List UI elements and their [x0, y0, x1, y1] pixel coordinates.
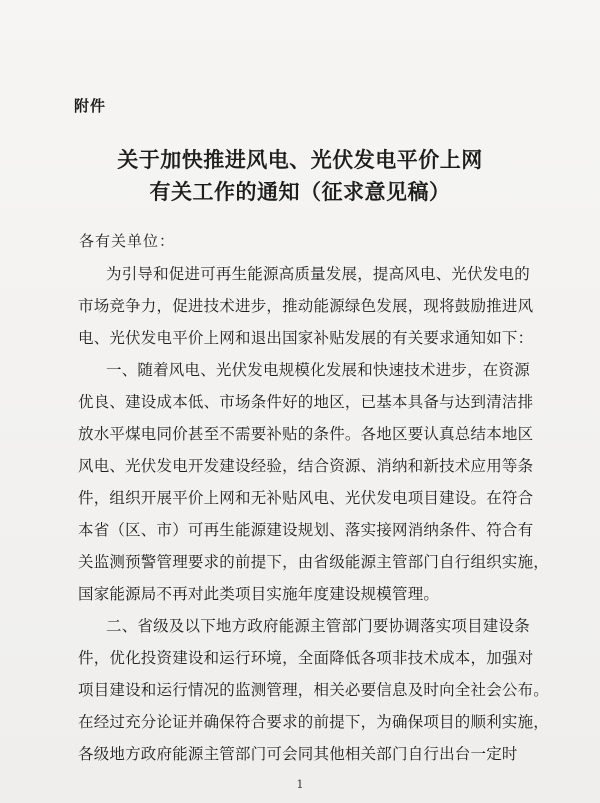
body-line: 关监测预警管理要求的前提下，由省级能源主管部门自行组织实施， — [78, 553, 550, 571]
body-line: 风电、光伏发电开发建设经验，结合资源、消纳和新技术应用等条 — [78, 457, 534, 475]
salutation: 各有关单位： — [79, 232, 176, 250]
body-line: 电、光伏发电平价上网和退出国家补贴发展的有关要求通知如下： — [78, 329, 534, 347]
body-line: 件，优化投资建设和运行环境，全面降低各项非技术成本，加强对 — [78, 649, 534, 667]
attachment-label: 附件 — [74, 97, 107, 115]
body-line: 一、随着风电、光伏发电规模化发展和快速技术进步，在资源 — [106, 361, 530, 379]
body-line: 放水平煤电同价甚至不需要补贴的条件。各地区要认真总结本地区 — [78, 425, 534, 443]
body-line: 在经过充分论证并确保符合要求的前提下，为确保项目的顺利实施， — [78, 713, 550, 731]
body-line: 二、省级及以下地方政府能源主管部门要协调落实项目建设条 — [106, 617, 530, 635]
body-line: 项目建设和运行情况的监测管理，相关必要信息及时向全社会公布。 — [78, 681, 550, 699]
body-line: 市场竞争力，促进技术进步，推动能源绿色发展，现将鼓励推进风 — [78, 297, 534, 315]
body-line: 各级地方政府能源主管部门可会同其他相关部门自行出台一定时 — [78, 745, 518, 763]
body-line: 为引导和促进可再生能源高质量发展，提高风电、光伏发电的 — [106, 265, 530, 283]
document-title-line-1: 关于加快推进风电、光伏发电平价上网 — [117, 147, 483, 172]
document-title-line-2: 有关工作的通知（征求意见稿） — [149, 179, 451, 204]
page-number: 1 — [296, 778, 304, 791]
body-line: 件，组织开展平价上网和无补贴风电、光伏发电项目建设。在符合 — [78, 489, 534, 507]
body-line: 国家能源局不再对此类项目实施年度建设规模管理。 — [78, 585, 440, 603]
body-line: 优良、建设成本低、市场条件好的地区，已基本具备与达到清洁排 — [78, 393, 534, 411]
body-line: 本省（区、市）可再生能源建设规划、落实接网消纳条件、符合有 — [78, 521, 534, 539]
